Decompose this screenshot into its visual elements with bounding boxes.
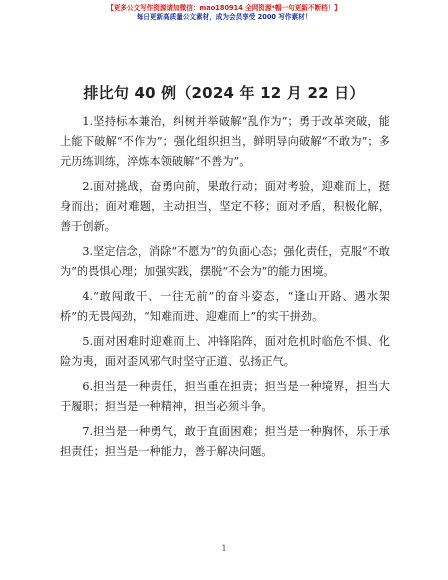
paragraph-3: 3.坚定信念，消除“不愿为”的负面心态；强化责任，克服“不敢为”的畏惧心理；加强实践，摆脱“不会为”的能力困境。 — [60, 245, 390, 278]
promo-banner-line-1: 【更多公文写作资源请加微信：mao180914 全网资源*帽一句更新不断档！】 — [107, 4, 341, 12]
paragraph-7: 7.担当是一种勇气，敢于直面困难；担当是一种胸怀，乐于承担责任；担当是一种能力，善于解决问题。 — [60, 425, 390, 458]
paragraph-4: 4.“敢闯敢干、一往无前”的奋斗姿态，“逢山开路、遇水架桥”的无畏闯劲，“知难而进、迎难而上”的实干拼劲。 — [60, 290, 390, 323]
paragraph-5: 5.面对困难时迎难而上、冲锋陷阵，面对危机时临危不惧、化险为夷，面对歪风邪气时坚守正道、弘扬正气。 — [60, 335, 390, 368]
promo-banner — [0, 4, 448, 22]
promo-banner-line-2: 每日更新高质量公文素材，成为会员享受 2000 写作素材！ — [136, 13, 312, 21]
paragraph-6: 6.担当是一种责任，担当重在担责；担当是一种境界，担当大于履职；担当是一种精神，担当必须斗争。 — [60, 380, 390, 413]
document-title: 排比句 40 例（2024 年 12 月 22 日） — [83, 84, 365, 102]
paragraph-2: 2.面对挑战，奋勇向前，果敢行动；面对考验，迎难而上，挺身而出；面对难题，主动担当，坚定不移；面对矛盾，积极化解，善于创新。 — [60, 180, 390, 233]
paragraph-1: 1.坚持标本兼治，纠树并举破解“乱作为”；勇于改革突破，能上能下破解“不作为”；强化组织担当，鲜明导向破解“不敢为”；多元历练训练，淬炼本领破解“不善为”。 — [60, 115, 390, 168]
page-number: 1 — [221, 544, 227, 553]
document-body — [60, 112, 390, 467]
